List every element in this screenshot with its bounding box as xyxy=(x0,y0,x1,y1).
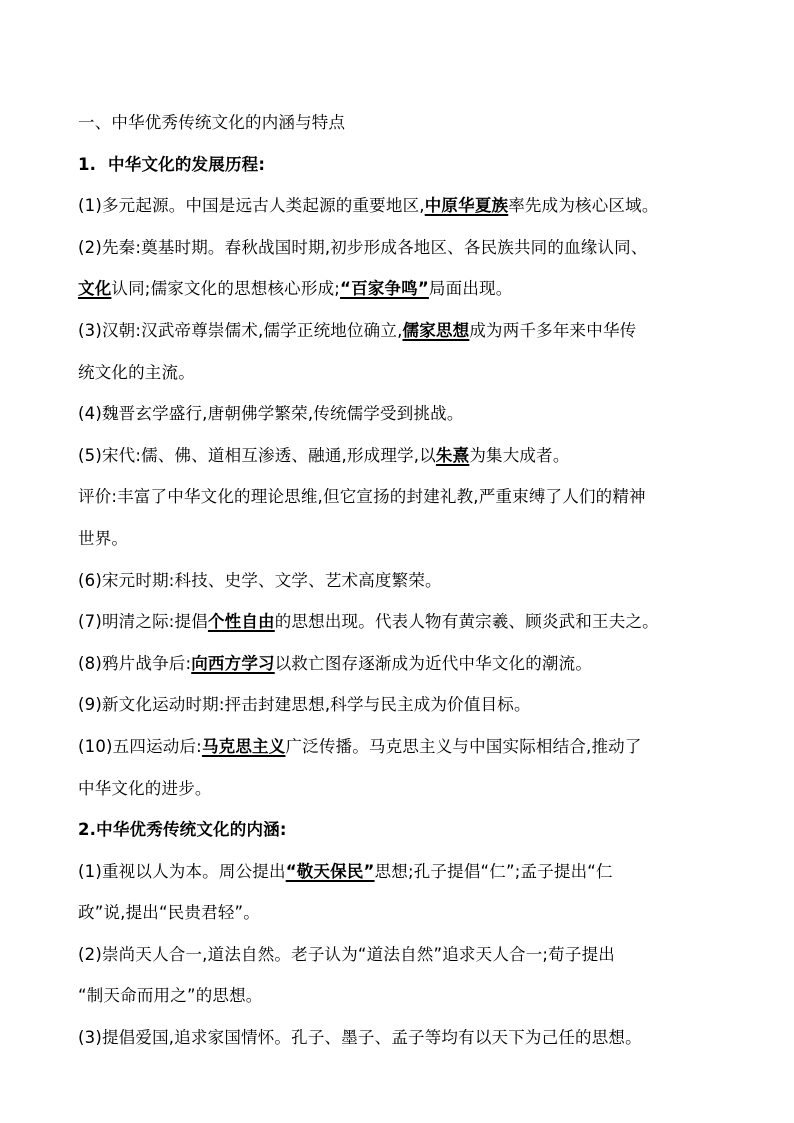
document-content xyxy=(78,102,728,1059)
text-run: (10)五四运动后: xyxy=(78,736,202,756)
text-run: 以救亡图存逐渐成为近代中华文化的潮流。 xyxy=(274,653,593,673)
evaluation-line1 xyxy=(78,476,728,518)
section1-item9 xyxy=(78,684,728,726)
heading-text: 一、中华优秀传统文化的内涵与特点 xyxy=(78,113,346,132)
key-term: 个性自由 xyxy=(207,612,275,632)
text-run: 评价:丰富了中华文化的理论思维,但它宣扬的封建礼教,严重束缚了人们的精神 xyxy=(78,487,646,507)
section2-title xyxy=(78,809,728,851)
text-run: (3)汉朝:汉武帝尊崇儒术,儒学正统地位确立, xyxy=(78,320,403,340)
text-run: 中华文化的进步。 xyxy=(78,778,212,798)
section1-item1 xyxy=(78,185,728,227)
section1-item7 xyxy=(78,601,728,643)
text-run: (3)提倡爱国,追求家国情怀。孔子、墨子、孟子等均有以天下为己任的思想。 xyxy=(78,1028,642,1048)
section2-item2-line2 xyxy=(78,975,728,1017)
section1-item3-line1 xyxy=(78,310,728,352)
section2-item1-line1 xyxy=(78,851,728,893)
section1-item2-line1 xyxy=(78,227,728,269)
key-term: 文化 xyxy=(78,279,112,299)
text-run: (2)先秦:奠基时期。春秋战国时期,初步形成各地区、各民族共同的血缘认同、 xyxy=(78,237,648,257)
key-term: “百家争鸣” xyxy=(340,279,429,299)
section1-title xyxy=(78,144,728,186)
key-term: 朱熹 xyxy=(435,445,470,465)
section1-number: 1. xyxy=(78,154,97,174)
section1-item3-line2 xyxy=(78,352,728,394)
section1-item4 xyxy=(78,393,728,435)
text-run: (4)魏晋玄学盛行,唐朝佛学繁荣,传统儒学受到挑战。 xyxy=(78,404,464,424)
text-run: (2)崇尚天人合一,道法自然。老子认为“道法自然”追求天人合一;荀子提出 xyxy=(78,944,615,964)
text-run: (9)新文化运动时期:抨击封建思想,科学与民主成为价值目标。 xyxy=(78,695,531,715)
text-run: 思想;孔子提倡“仁”;孟子提出“仁 xyxy=(374,861,613,881)
section-heading xyxy=(78,102,728,144)
text-run: 为集大成者。 xyxy=(469,445,570,465)
text-run: (5)宋代:儒、佛、道相互渗透、融通,形成理学,以 xyxy=(78,445,436,465)
text-run: 的思想出现。代表人物有黄宗羲、顾炎武和王夫之。 xyxy=(274,612,659,632)
text-run: 统文化的主流。 xyxy=(78,362,195,382)
text-run: 世界。 xyxy=(78,528,129,548)
section1-item10-line2 xyxy=(78,768,728,810)
section2-number: 2. xyxy=(78,820,97,840)
key-term: 中原华夏族 xyxy=(424,196,509,216)
key-term: 马克思主义 xyxy=(201,736,286,756)
section1-item2-line2 xyxy=(78,268,728,310)
text-run: 认同;儒家文化的思想核心形成; xyxy=(111,279,341,299)
section1-item6 xyxy=(78,560,728,602)
text-run: 局面出现。 xyxy=(428,279,513,299)
section2-item3 xyxy=(78,1017,728,1059)
key-term: 向西方学习 xyxy=(191,653,275,673)
section1-item10-line1 xyxy=(78,726,728,768)
section1-title-text: 中华文化的发展历程: xyxy=(108,154,266,174)
section1-item8 xyxy=(78,643,728,685)
section2-item2-line1 xyxy=(78,934,728,976)
text-run: “制天命而用之”的思想。 xyxy=(78,986,263,1006)
evaluation-line2 xyxy=(78,518,728,560)
section1-item5 xyxy=(78,435,728,477)
text-run: (6)宋元时期:科技、史学、文学、艺术高度繁荣。 xyxy=(78,570,442,590)
text-run: (7)明清之际:提倡 xyxy=(78,612,208,632)
text-run: 政”说,提出“民贵君轻”。 xyxy=(78,903,260,923)
text-run: (8)鸦片战争后: xyxy=(78,653,192,673)
text-run: 成为两千多年来中华传 xyxy=(469,320,637,340)
text-run: (1)重视以人为本。周公提出 xyxy=(78,861,286,881)
key-term: 儒家思想 xyxy=(402,320,470,340)
section2-title-text: 中华优秀传统文化的内涵: xyxy=(96,820,287,840)
text-run: 率先成为核心区域。 xyxy=(508,196,659,216)
text-run: 广泛传播。马克思主义与中国实际相结合,推动了 xyxy=(285,736,642,756)
section2-item1-line2 xyxy=(78,892,728,934)
text-run: (1)多元起源。中国是远古人类起源的重要地区, xyxy=(78,196,425,216)
key-term: “敬天保民” xyxy=(285,861,375,881)
